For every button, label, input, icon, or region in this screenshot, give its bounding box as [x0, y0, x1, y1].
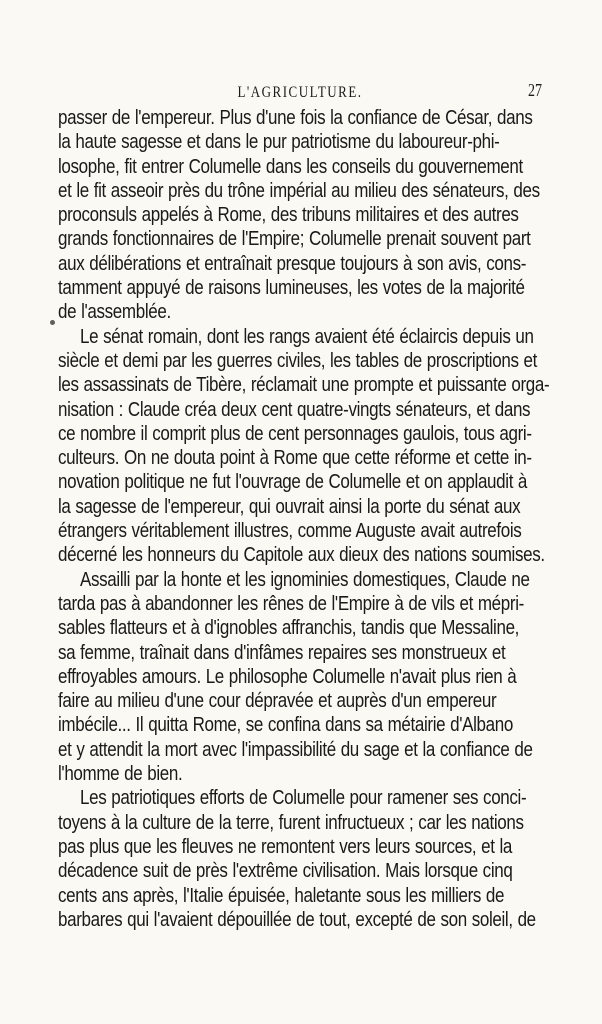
running-title: L'AGRICULTURE.	[237, 82, 363, 101]
text-line: faire au milieu d'une cour dépravée et auprès d'un empereur	[58, 688, 497, 713]
text-line: novation politique ne fut l'ouvrage de Columelle et on applaudit à	[58, 470, 528, 494]
text-line: tarda pas à abandonner les rênes de l'Empire à de vils et mépri-	[58, 591, 524, 615]
text-line: les assassinats de Tibère, réclamait une prompte et puissante orga-	[58, 373, 550, 397]
paragraph-start-line: Assailli par la honte et les ignominies domestiques, Claude ne	[80, 567, 530, 591]
text-line: effroyables amours. Le philosophe Columelle n'avait plus rien à	[58, 664, 517, 688]
text-line: décerné les honneurs du Capitole aux dieux des nations soumises.	[58, 543, 545, 567]
text-line: étrangers véritablement illustres, comme Auguste avait autrefois	[58, 518, 522, 542]
body-text	[58, 105, 550, 932]
text-line: proconsuls appelés à Rome, des tribuns militaires et des autres	[58, 202, 519, 227]
text-line: cents ans après, l'Italie épuisée, haletante sous les milliers de	[58, 883, 505, 907]
book-page	[58, 82, 550, 932]
ink-speck	[50, 320, 55, 325]
paragraph-start-line: Les patriotiques efforts de Columelle pour ramener ses conci-	[80, 786, 527, 810]
text-line: passer de l'empereur. Plus d'une fois la confiance de César, dans	[58, 105, 533, 129]
text-line: de l'assemblée.	[58, 300, 171, 324]
text-line: tamment appuyé de raisons lumineuses, les votes de la majorité	[58, 275, 525, 300]
text-line: ce nombre il comprit plus de cent personnages gaulois, tous agri-	[58, 421, 532, 445]
text-line: l'homme de bien.	[58, 761, 183, 785]
text-line: aux délibérations et entraînait presque toujours à son avis, cons-	[58, 251, 527, 275]
text-line: nisation : Claude créa deux cent quatre-vingts sénateurs, et dans	[58, 397, 531, 421]
text-line: la sagesse de l'empereur, qui ouvrait ainsi la porte du sénat aux	[58, 494, 521, 518]
text-line: culteurs. On ne douta point à Rome que cette réforme et cette in-	[58, 445, 532, 470]
text-line: et y attendit la mort avec l'impassibilité du sage et la confiance de	[58, 737, 533, 761]
text-line: imbécile... Il quitta Rome, se confina dans sa métairie d'Albano	[58, 713, 513, 737]
text-line: sables flatteurs et à d'ignobles affranchis, tandis que Messaline,	[58, 616, 520, 640]
text-line: siècle et demi par les guerres civiles, les tables de proscriptions et	[58, 348, 537, 372]
page-number: 27	[528, 82, 542, 101]
text-line: et le fit asseoir près du trône impérial au milieu des sénateurs, des	[58, 178, 540, 202]
text-line: la haute sagesse et dans le pur patriotisme du laboureur-phi-	[58, 130, 500, 154]
running-head	[58, 82, 542, 104]
text-line: décadence suit de près l'extrême civilisation. Mais lorsque cinq	[58, 858, 513, 883]
text-line: grands fonctionnaires de l'Empire; Columelle prenait souvent part	[58, 227, 531, 251]
paragraph-start-line: Le sénat romain, dont les rangs avaient été éclaircis depuis un	[80, 324, 534, 348]
text-line: barbares qui l'avaient dépouillée de tout, excepté de son soleil, de	[58, 907, 536, 931]
text-line: toyens à la culture de la terre, furent infructueux ; car les nations	[58, 810, 524, 834]
text-line: losophe, fit entrer Columelle dans les conseils du gouvernement	[58, 154, 523, 178]
text-line: sa femme, traînait dans d'infâmes repaires ses monstrueux et	[58, 640, 506, 664]
text-line: pas plus que les fleuves ne remontent vers leurs sources, et la	[58, 834, 513, 858]
